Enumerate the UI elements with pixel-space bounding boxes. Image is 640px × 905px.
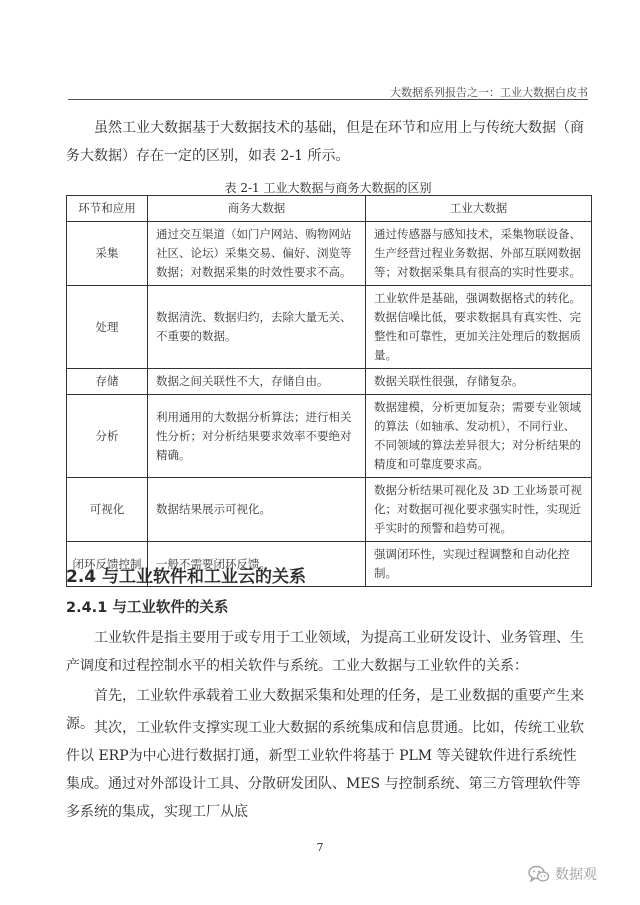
intro-paragraph: 虽然工业大数据基于大数据技术的基础，但是在环节和应用上与传统大数据（商务大数据）存在一定的区别，如表 2-1 所示。	[66, 120, 584, 164]
table-header-row	[67, 196, 592, 222]
body-paragraph: 工业软件是指主要用于或专用于工业领域，为提高工业研发设计、业务管理、生产调度和过程控制水平的相关软件与系统。工业大数据与工业软件的关系：	[66, 630, 584, 674]
industrial-cell: 数据建模，分析更加复杂；需要专业领域的算法（如轴承、发动机），不同行业、不同领域的算法差异很大；对分析结果的精度和可靠度要求高。	[366, 395, 592, 478]
table-row	[67, 286, 592, 369]
header-divider	[68, 99, 588, 100]
stage-cell: 分析	[67, 395, 148, 478]
subsection-heading: 2.4.1 与工业软件的关系	[66, 600, 229, 616]
running-header: 大数据系列报告之一：工业大数据白皮书	[390, 86, 588, 99]
industrial-cell: 通过传感器与感知技术，采集物联设备、生产经营过程业务数据、外部互联网数据等；对数据采集具有很高的实时性要求。	[366, 222, 592, 286]
business-cell: 一般不需要闭环反馈。	[148, 542, 366, 587]
watermark-text: 数据观	[555, 867, 597, 883]
stage-cell: 可视化	[67, 478, 148, 542]
page-number: 7	[316, 841, 324, 854]
section-heading: 2.4 与工业软件和工业云的关系	[66, 567, 307, 587]
table-row	[67, 222, 592, 286]
column-header-business: 商务大数据	[148, 196, 366, 222]
industrial-cell: 强调闭环性，实现过程调整和自动化控制。	[366, 542, 592, 587]
stage-cell: 存储	[67, 369, 148, 395]
business-cell: 通过交互渠道（如门户网站、购物网站社区、论坛）采集交易、偏好、浏览等数据；对数据采集的时效性要求不高。	[148, 222, 366, 286]
industrial-cell: 数据分析结果可视化及 3D 工业场景可视化；对数据可视化要求强实时性，实现近乎实时的预警和趋势可视。	[366, 478, 592, 542]
stage-cell: 采集	[67, 222, 148, 286]
wechat-icon	[528, 865, 550, 883]
column-header-stage: 环节和应用	[67, 196, 148, 222]
comparison-table	[66, 195, 592, 587]
industrial-cell: 数据关联性很强，存储复杂。	[366, 369, 592, 395]
watermark	[528, 864, 597, 884]
business-cell: 数据清洗、数据归约，去除大量无关、不重要的数据。	[148, 286, 366, 369]
business-cell: 利用通用的大数据分析算法；进行相关性分析；对分析结果要求效率不要绝对精确。	[148, 395, 366, 478]
table-row	[67, 395, 592, 478]
table-row	[67, 369, 592, 395]
column-header-industrial: 工业大数据	[366, 196, 592, 222]
body-paragraph: 首先，工业软件承载着工业大数据采集和处理的任务，是工业数据的重要产生来源。	[66, 688, 584, 732]
table-caption: 表 2-1 工业大数据与商务大数据的区别	[224, 181, 432, 195]
body-paragraph: 其次，工业软件支撑实现工业大数据的系统集成和信息贯通。比如，传统工业软件以 ERP为中心进行数据打通，新型工业软件将基于 PLM 等关键软件进行系统性集成。通过对外部设计工具、分散研发团队、MES 与控制系统、第三方管理软件等多系统的集成，实现工厂从底	[66, 720, 584, 820]
industrial-cell: 工业软件是基础，强调数据格式的转化。数据信噪比低，要求数据具有真实性、完整性和可靠性，更加关注处理后的数据质量。	[366, 286, 592, 369]
business-cell: 数据结果展示可视化。	[148, 478, 366, 542]
stage-cell: 处理	[67, 286, 148, 369]
table-row	[67, 478, 592, 542]
business-cell: 数据之间关联性不大，存储自由。	[148, 369, 366, 395]
stage-cell: 闭环反馈控制	[67, 542, 148, 587]
